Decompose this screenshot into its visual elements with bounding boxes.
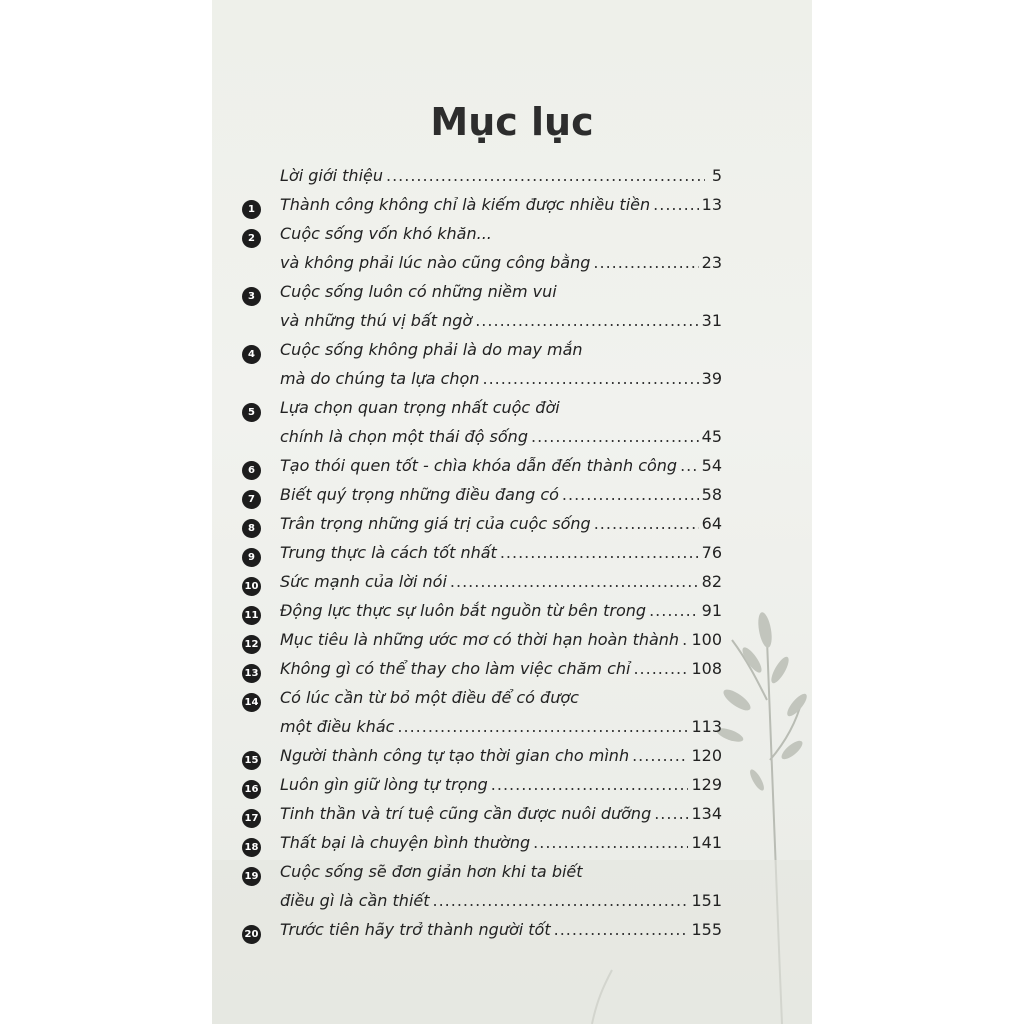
- dot-leader: [386, 166, 705, 185]
- page-number: 155: [691, 920, 722, 939]
- chapter-number-badge: 8: [242, 519, 261, 538]
- chapter-title: Trước tiên hãy trở thành người tốt: [280, 920, 551, 939]
- chapter-number-badge: 13: [242, 664, 261, 683]
- page-number: 23: [701, 253, 722, 272]
- chapter-title: Người thành công tự tạo thời gian cho mình: [280, 746, 630, 765]
- dot-leader: [533, 833, 688, 852]
- page-number: 108: [691, 659, 722, 678]
- dot-leader: [633, 659, 688, 678]
- page-number: 45: [701, 427, 722, 446]
- page-number: 54: [701, 456, 722, 475]
- chapter-number-badge: 3: [242, 287, 261, 306]
- chapter-title: và không phải lúc nào cũng công bằng: [280, 253, 591, 272]
- chapter-number-badge: 14: [242, 693, 261, 712]
- chapter-number-badge: 2: [242, 229, 261, 248]
- toc-line: [242, 514, 722, 543]
- page-number: 91: [701, 601, 722, 620]
- toc-entry: [242, 282, 722, 340]
- toc-line: [242, 195, 722, 224]
- toc-line: [242, 688, 722, 717]
- book-page: [212, 0, 812, 1024]
- toc-entry: [242, 224, 722, 282]
- chapter-number-badge: 4: [242, 345, 261, 364]
- dot-leader: [500, 543, 699, 562]
- toc-line: [242, 224, 722, 253]
- dot-leader: [562, 485, 699, 504]
- table-of-contents: [242, 166, 722, 949]
- toc-entry: [242, 340, 722, 398]
- toc-entry: [242, 688, 722, 746]
- chapter-number-badge: 10: [242, 577, 261, 596]
- page-number: 39: [701, 369, 722, 388]
- chapter-title: một điều khác: [280, 717, 395, 736]
- toc-line: [242, 282, 722, 311]
- page-number: 134: [691, 804, 722, 823]
- toc-line: [242, 485, 722, 514]
- dot-leader: [653, 195, 699, 214]
- toc-line: [242, 717, 722, 746]
- dot-leader: [649, 601, 699, 620]
- toc-line: [242, 659, 722, 688]
- toc-entry: [242, 195, 722, 224]
- toc-entry: [242, 514, 722, 543]
- chapter-number-badge: 1: [242, 200, 261, 219]
- toc-entry: [242, 833, 722, 862]
- toc-line: [242, 311, 722, 340]
- toc-line: [242, 253, 722, 282]
- dot-leader: [632, 746, 688, 765]
- chapter-title: Tạo thói quen tốt - chìa khóa dẫn đến thành công: [280, 456, 678, 475]
- chapter-title: Thành công không chỉ là kiếm được nhiều tiền: [280, 195, 651, 214]
- toc-entry: [242, 166, 722, 195]
- toc-line: [242, 398, 722, 427]
- toc-entry: [242, 572, 722, 601]
- chapter-title: Tinh thần và trí tuệ cũng cần được nuôi dưỡng: [280, 804, 652, 823]
- chapter-title: Lựa chọn quan trọng nhất cuộc đời: [280, 398, 560, 417]
- toc-line: [242, 601, 722, 630]
- toc-line: [242, 369, 722, 398]
- toc-line: [242, 833, 722, 862]
- toc-entry: [242, 630, 722, 659]
- dot-leader: [433, 891, 689, 910]
- chapter-number-badge: 17: [242, 809, 261, 828]
- toc-entry: [242, 456, 722, 485]
- chapter-title: Không gì có thể thay cho làm việc chăm chỉ: [280, 659, 631, 678]
- chapter-title: Cuộc sống vốn khó khăn...: [280, 224, 492, 243]
- toc-line: [242, 804, 722, 833]
- page-number: 113: [691, 717, 722, 736]
- toc-line: [242, 746, 722, 775]
- toc-entry: [242, 775, 722, 804]
- page-number: 120: [691, 746, 722, 765]
- chapter-title: Luôn gìn giữ lòng tự trọng: [280, 775, 488, 794]
- toc-line: [242, 340, 722, 369]
- dot-leader: [680, 456, 699, 475]
- chapter-title: Có lúc cần từ bỏ một điều để có được: [280, 688, 579, 707]
- chapter-number-badge: 7: [242, 490, 261, 509]
- toc-line: [242, 572, 722, 601]
- chapter-title: Trung thực là cách tốt nhất: [280, 543, 497, 562]
- toc-line: [242, 427, 722, 456]
- page-number: 151: [691, 891, 722, 910]
- toc-entry: [242, 601, 722, 630]
- toc-entry: [242, 485, 722, 514]
- chapter-title: Trân trọng những giá trị của cuộc sống: [280, 514, 591, 533]
- toc-line: [242, 862, 722, 891]
- chapter-title: Mục tiêu là những ước mơ có thời hạn hoàn thành: [280, 630, 680, 649]
- page-number: 76: [701, 543, 722, 562]
- toc-line: [242, 920, 722, 949]
- chapter-title: Thất bại là chuyện bình thường: [280, 833, 531, 852]
- chapter-title: Cuộc sống luôn có những niềm vui: [280, 282, 557, 301]
- toc-entry: [242, 862, 722, 920]
- page-number: 100: [691, 630, 722, 649]
- page-number: 5: [711, 166, 722, 185]
- chapter-title: điều gì là cần thiết: [280, 891, 430, 910]
- toc-entry: [242, 746, 722, 775]
- chapter-title: và những thú vị bất ngờ: [280, 311, 473, 330]
- toc-line: [242, 456, 722, 485]
- page-number: 58: [701, 485, 722, 504]
- chapter-number-badge: 19: [242, 867, 261, 886]
- page-number: 13: [701, 195, 722, 214]
- chapter-title: Động lực thực sự luôn bắt nguồn từ bên trong: [280, 601, 647, 620]
- page-number: 129: [691, 775, 722, 794]
- toc-entry: [242, 398, 722, 456]
- chapter-title: chính là chọn một thái độ sống: [280, 427, 528, 446]
- dot-leader: [397, 717, 688, 736]
- page-title: Mục lục: [430, 100, 594, 144]
- toc-line: [242, 775, 722, 804]
- chapter-title: Biết quý trọng những điều đang có: [280, 485, 559, 504]
- dot-leader: [482, 369, 698, 388]
- chapter-number-badge: 20: [242, 925, 261, 944]
- dot-leader: [531, 427, 699, 446]
- chapter-number-badge: 11: [242, 606, 261, 625]
- chapter-title: Sức mạnh của lời nói: [280, 572, 447, 591]
- page-number: 31: [701, 311, 722, 330]
- chapter-title: mà do chúng ta lựa chọn: [280, 369, 480, 388]
- chapter-title: Cuộc sống không phải là do may mắn: [280, 340, 583, 359]
- chapter-number-badge: 5: [242, 403, 261, 422]
- page-number: 64: [701, 514, 722, 533]
- toc-entry: [242, 659, 722, 688]
- chapter-number-badge: 15: [242, 751, 261, 770]
- toc-line: [242, 543, 722, 572]
- dot-leader: [682, 630, 688, 649]
- chapter-title: Lời giới thiệu: [280, 166, 383, 185]
- dot-leader: [491, 775, 689, 794]
- chapter-number-badge: 16: [242, 780, 261, 799]
- toc-line: [242, 891, 722, 920]
- chapter-number-badge: 18: [242, 838, 261, 857]
- toc-entry: [242, 543, 722, 572]
- toc-entry: [242, 804, 722, 833]
- dot-leader: [594, 514, 699, 533]
- chapter-number-badge: 9: [242, 548, 261, 567]
- chapter-number-badge: 12: [242, 635, 261, 654]
- page-number: 141: [691, 833, 722, 852]
- dot-leader: [554, 920, 689, 939]
- chapter-number-badge: 6: [242, 461, 261, 480]
- toc-entry: [242, 920, 722, 949]
- toc-line: [242, 630, 722, 659]
- page-number: 82: [701, 572, 722, 591]
- dot-leader: [654, 804, 688, 823]
- toc-line: [242, 166, 722, 195]
- dot-leader: [593, 253, 698, 272]
- chapter-title: Cuộc sống sẽ đơn giản hơn khi ta biết: [280, 862, 583, 881]
- dot-leader: [475, 311, 698, 330]
- dot-leader: [450, 572, 699, 591]
